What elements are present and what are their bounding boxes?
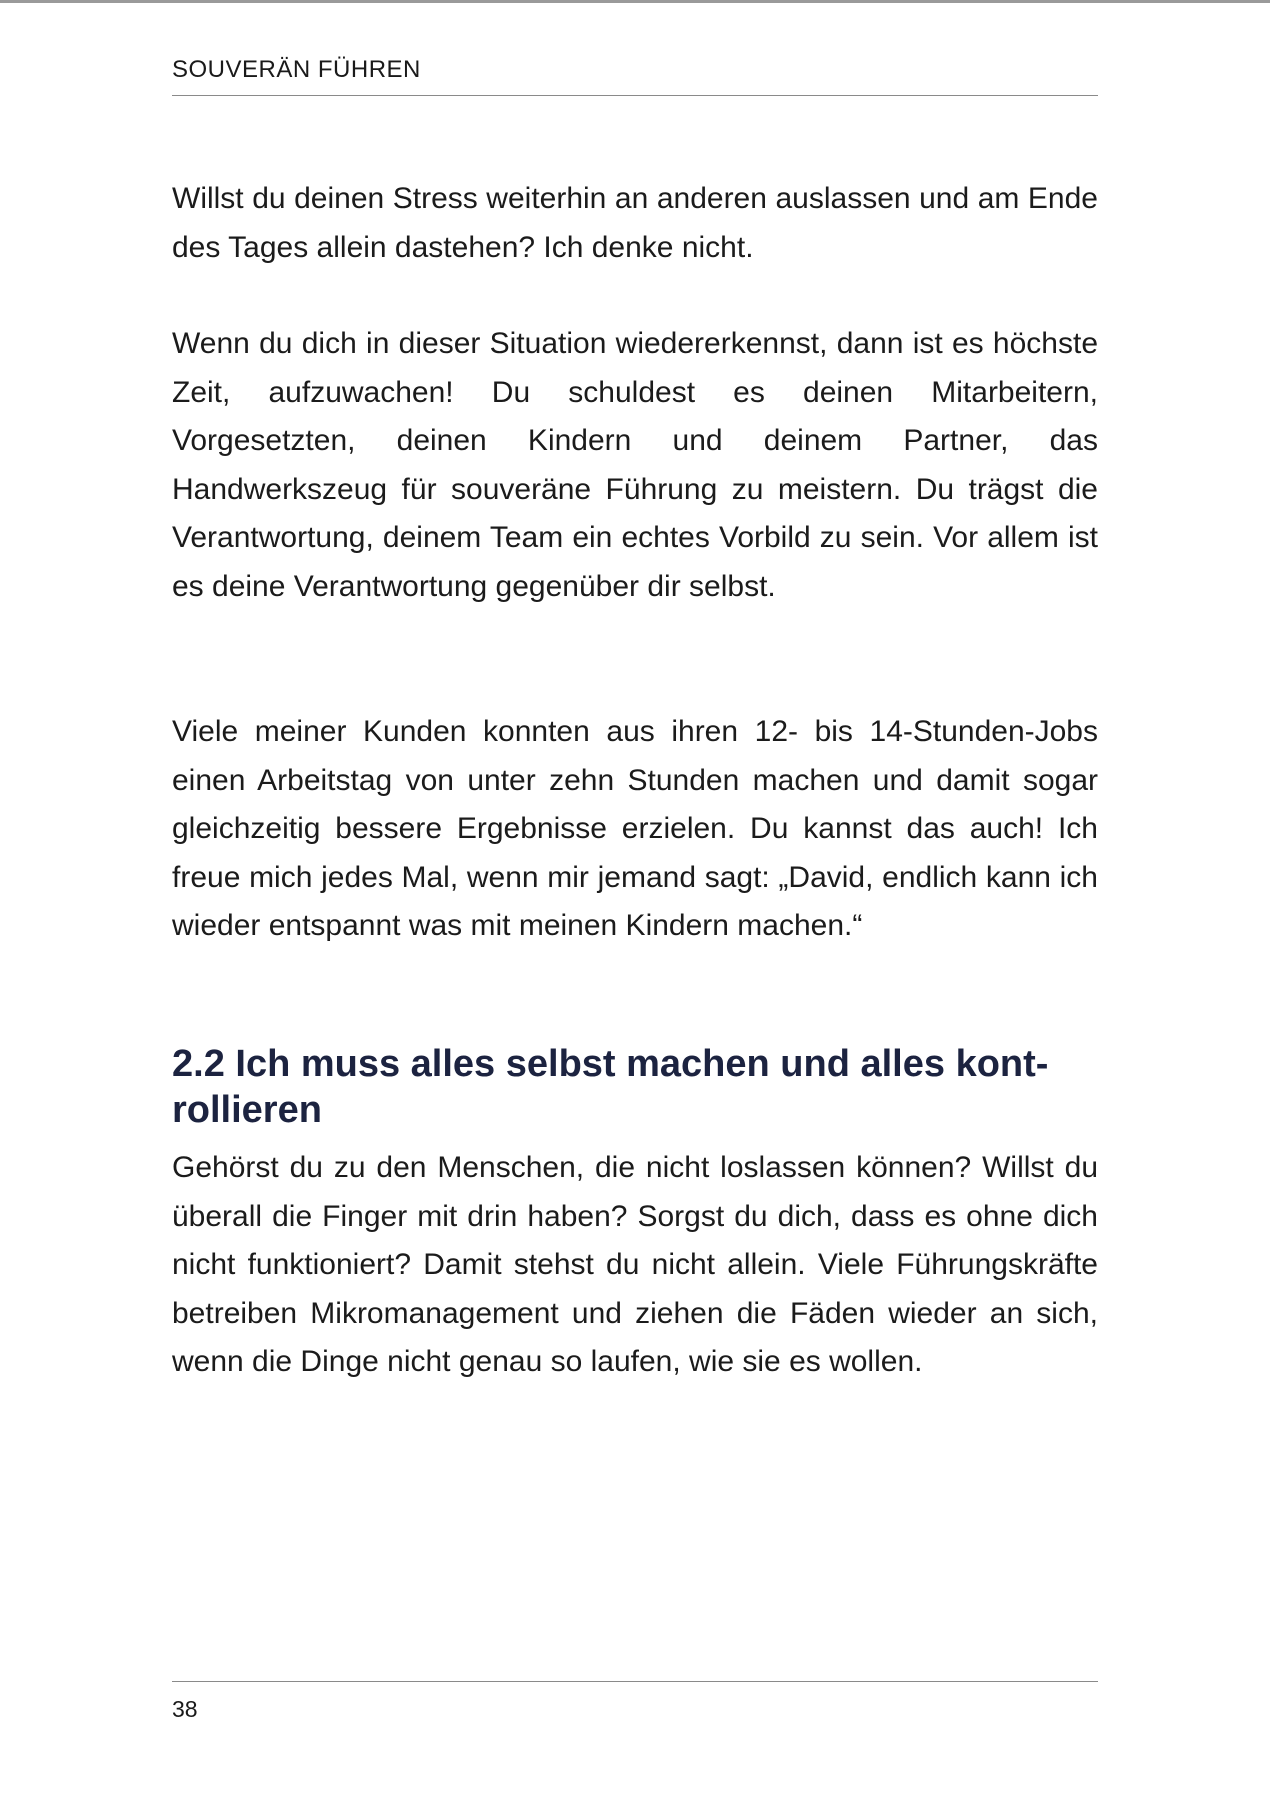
footer-divider <box>172 1681 1098 1682</box>
running-header: SOUVERÄN FÜHREN <box>172 56 421 83</box>
section-heading: 2.2 Ich muss alles selbst machen und alles kontrollieren <box>172 1043 1049 1131</box>
header-divider <box>172 95 1098 96</box>
paragraph: Gehörst du zu den Menschen, die nicht loslassen können? Willst du überall die Finger mit drin haben? Sorgst du dich, dass es ohne dich nicht funktioniert? Damit stehst du nicht allein. Viele Führungskräfte betreiben Mikromanagement und ziehen die Fäden wieder an sich, wenn die Dinge nicht genau so laufen, wie sie es wollen. <box>172 1151 1098 1378</box>
page-number: 38 <box>172 1696 198 1722</box>
paragraph: Wenn du dich in dieser Situation wiedererkennst, dann ist es höchste Zeit, aufzuwachen! Du schuldest es deinen Mitarbeitern, Vorgesetzten, deinen Kindern und deinem Partner, das Handwerkszeug für souveräne Führung zu meistern. Du trägst die Verantwortung, deinem Team ein echtes Vorbild zu sein. Vor allem ist es deine Verantwortung gegenüber dir selbst. <box>172 327 1098 603</box>
paragraph: Willst du deinen Stress weiterhin an anderen auslassen und am Ende des Tages allein dastehen? Ich denke nicht. <box>172 182 1098 264</box>
page-top-border <box>0 0 1270 3</box>
paragraph: Viele meiner Kunden konnten aus ihren 12- bis 14-Stunden-Jobs einen Arbeitstag von unter zehn Stunden machen und damit sogar gleichzeitig bessere Ergebnisse erzielen. Du kannst das auch! Ich freue mich jedes Mal, wenn mir jemand sagt: „David, endlich kann ich wieder entspannt was mit meinen Kindern machen.“ <box>172 715 1098 942</box>
